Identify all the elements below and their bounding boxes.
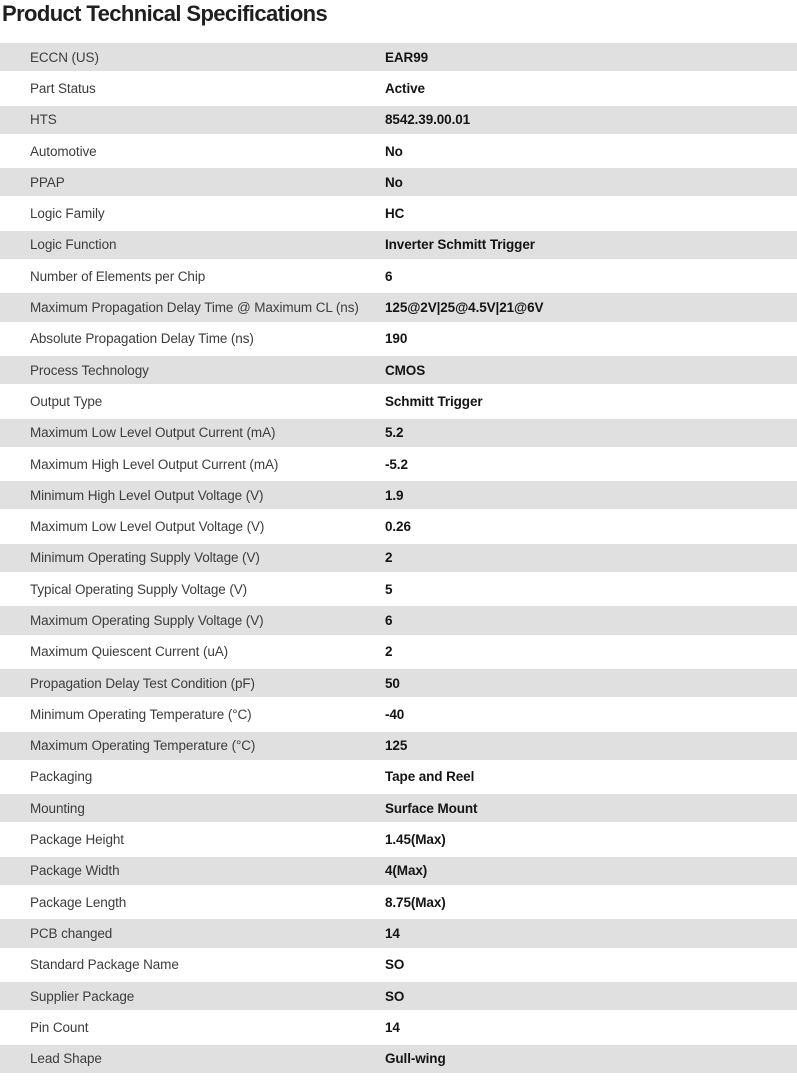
spec-row xyxy=(0,669,797,697)
spec-row xyxy=(0,262,797,290)
spec-row xyxy=(0,168,797,196)
spec-row xyxy=(0,1045,797,1073)
spec-label: Supplier Package xyxy=(30,988,135,1004)
spec-row xyxy=(0,325,797,353)
spec-value: SO xyxy=(385,988,405,1004)
spec-label: Minimum Operating Supply Voltage (V) xyxy=(30,550,260,566)
spec-value: CMOS xyxy=(385,362,426,378)
spec-label: Typical Operating Supply Voltage (V) xyxy=(30,581,248,597)
spec-row xyxy=(0,544,797,572)
spec-label: Maximum Quiescent Current (uA) xyxy=(30,644,229,660)
spec-label: Process Technology xyxy=(30,362,149,378)
spec-label: Minimum Operating Temperature (°C) xyxy=(30,706,252,722)
spec-label: Logic Family xyxy=(30,206,105,222)
spec-label: Logic Function xyxy=(30,237,117,253)
spec-row xyxy=(0,43,797,71)
spec-value: No xyxy=(385,174,403,190)
spec-label: Standard Package Name xyxy=(30,957,179,973)
spec-value: 5.2 xyxy=(385,425,404,441)
spec-row xyxy=(0,857,797,885)
spec-value: 4(Max) xyxy=(385,863,428,879)
spec-table xyxy=(0,43,797,1073)
spec-label: Output Type xyxy=(30,393,103,409)
spec-label: Maximum Low Level Output Current (mA) xyxy=(30,425,276,441)
spec-row xyxy=(0,951,797,979)
spec-label: Number of Elements per Chip xyxy=(30,268,206,284)
spec-value: 5 xyxy=(385,581,393,597)
spec-row xyxy=(0,732,797,760)
spec-value: 125@2V|25@4.5V|21@6V xyxy=(385,300,544,316)
spec-label: Package Width xyxy=(30,863,120,879)
spec-label: Part Status xyxy=(30,80,96,96)
spec-value: Gull-wing xyxy=(385,1051,446,1067)
spec-value: 2 xyxy=(385,644,393,660)
spec-value: Surface Mount xyxy=(385,800,478,816)
spec-row xyxy=(0,481,797,509)
spec-row xyxy=(0,199,797,227)
spec-label: Maximum Low Level Output Voltage (V) xyxy=(30,519,265,535)
spec-value: 14 xyxy=(385,925,400,941)
spec-value: 8.75(Max) xyxy=(385,894,446,910)
spec-value: 0.26 xyxy=(385,519,411,535)
spec-row xyxy=(0,512,797,540)
spec-label: Absolute Propagation Delay Time (ns) xyxy=(30,331,254,347)
spec-label: Maximum High Level Output Current (mA) xyxy=(30,456,279,472)
spec-label: Packaging xyxy=(30,769,93,785)
spec-value: Schmitt Trigger xyxy=(385,393,483,409)
spec-row xyxy=(0,888,797,916)
spec-row xyxy=(0,700,797,728)
spec-value: Inverter Schmitt Trigger xyxy=(385,237,535,253)
spec-value: 1.45(Max) xyxy=(385,832,446,848)
spec-label: Package Height xyxy=(30,832,124,848)
spec-value: 6 xyxy=(385,268,393,284)
spec-row xyxy=(0,763,797,791)
spec-label: HTS xyxy=(30,112,57,128)
page-title: Product Technical Specifications xyxy=(2,1,328,26)
spec-value: 6 xyxy=(385,612,393,628)
spec-label: PCB changed xyxy=(30,925,113,941)
spec-label: Maximum Operating Temperature (°C) xyxy=(30,738,256,754)
spec-label: PPAP xyxy=(30,174,65,190)
spec-value: Active xyxy=(385,80,425,96)
spec-row xyxy=(0,638,797,666)
spec-label: ECCN (US) xyxy=(30,49,99,65)
spec-row xyxy=(0,356,797,384)
spec-value: -40 xyxy=(385,706,405,722)
spec-row xyxy=(0,293,797,321)
spec-label: Package Length xyxy=(30,894,127,910)
spec-value: No xyxy=(385,143,403,159)
spec-value: 125 xyxy=(385,738,408,754)
spec-row xyxy=(0,825,797,853)
spec-value: Tape and Reel xyxy=(385,769,475,785)
spec-value: -5.2 xyxy=(385,456,408,472)
spec-row xyxy=(0,606,797,634)
spec-value: 14 xyxy=(385,1019,400,1035)
spec-row xyxy=(0,231,797,259)
spec-row xyxy=(0,575,797,603)
spec-row xyxy=(0,919,797,947)
spec-label: Automotive xyxy=(30,143,97,159)
spec-row xyxy=(0,1013,797,1041)
spec-value: EAR99 xyxy=(385,49,429,65)
spec-row xyxy=(0,450,797,478)
spec-label: Mounting xyxy=(30,800,85,816)
spec-label: Propagation Delay Test Condition (pF) xyxy=(30,675,255,691)
spec-value: HC xyxy=(385,206,405,222)
spec-row xyxy=(0,387,797,415)
spec-row xyxy=(0,106,797,134)
spec-value: 8542.39.00.01 xyxy=(385,112,471,128)
spec-label: Maximum Propagation Delay Time @ Maximum CL (ns) xyxy=(30,300,359,316)
spec-value: 1.9 xyxy=(385,487,404,503)
spec-row xyxy=(0,419,797,447)
spec-row xyxy=(0,794,797,822)
spec-label: Maximum Operating Supply Voltage (V) xyxy=(30,612,264,628)
spec-value: 190 xyxy=(385,331,408,347)
spec-value: SO xyxy=(385,957,405,973)
spec-row xyxy=(0,982,797,1010)
spec-value: 50 xyxy=(385,675,400,691)
spec-label: Minimum High Level Output Voltage (V) xyxy=(30,487,264,503)
spec-value: 2 xyxy=(385,550,393,566)
spec-row xyxy=(0,137,797,165)
spec-row xyxy=(0,74,797,102)
spec-label: Pin Count xyxy=(30,1019,89,1035)
spec-label: Lead Shape xyxy=(30,1051,102,1067)
